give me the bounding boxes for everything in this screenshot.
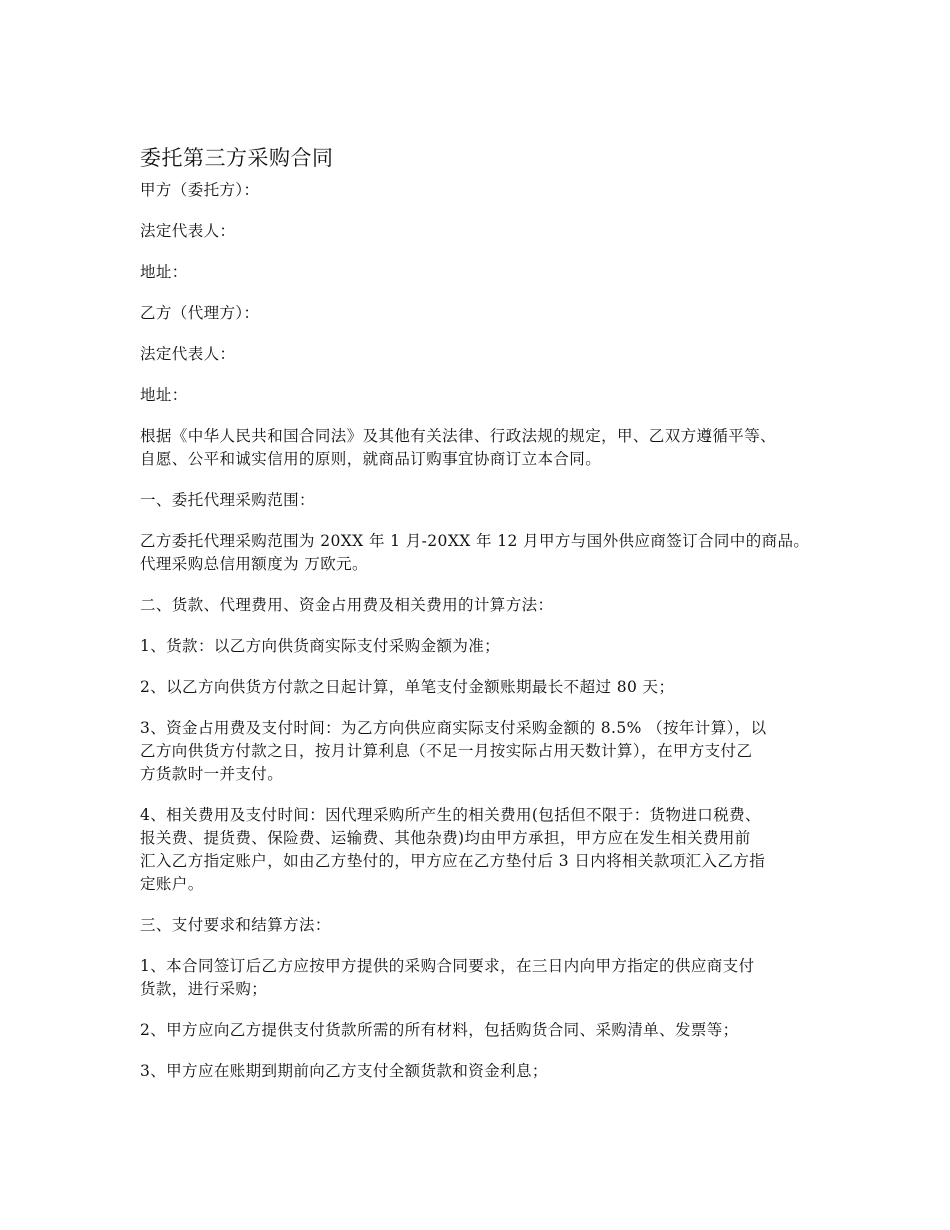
- section2-item-3: [140, 717, 820, 786]
- section2-item-2: 2、以乙方向供货方付款之日起计算，单笔支付金额账期最长不超过 80 天；: [140, 678, 675, 696]
- section2-item-4: [140, 804, 820, 896]
- section2-item-3-line: 乙方向供货方付款之日，按月计算利息（不足一月按实际占用天数计算），在甲方支付乙: [140, 742, 753, 760]
- party-b-label: 乙方（代理方）：: [140, 304, 260, 322]
- section2-item-1: 1、货款：以乙方向供货商实际支付采购金额为准；: [140, 637, 501, 655]
- section2-item-4-line: 定账户。: [140, 875, 204, 893]
- section3-item-3: 3、甲方应在账期到期前向乙方支付全额货款和资金利息；: [140, 1062, 548, 1080]
- section1-heading: 一、委托代理采购范围：: [140, 491, 315, 509]
- section3-heading: 三、支付要求和结算方法：: [140, 916, 331, 934]
- preamble-paragraph: [140, 425, 820, 471]
- preamble-line: 根据《中华人民共和国合同法》及其他有关法律、行政法规的规定，甲、乙双方遵循平等、: [140, 427, 777, 445]
- document-body: [140, 143, 820, 1101]
- section3-item-1-line: 货款，进行采购；: [140, 980, 268, 998]
- party-b-address: 地址：: [140, 386, 188, 404]
- section3-item-1: [140, 955, 820, 1001]
- section2-item-4-line: 汇入乙方指定账户，如由乙方垫付的，甲方应在乙方垫付后 3 日内将相关款项汇入乙方指: [140, 852, 766, 870]
- preamble-line: 自愿、公平和诚实信用的原则，就商品订购事宜协商订立本合同。: [140, 450, 602, 468]
- section1-line: 乙方委托代理采购范围为 20XX 年 1 月-20XX 年 12 月甲方与国外供应商签订合同中的商品。: [140, 532, 810, 550]
- party-a-label: 甲方（委托方）：: [140, 181, 260, 199]
- section2-item-3-line: 3、资金占用费及支付时间：为乙方向供应商实际支付采购金额的 8.5% （按年计算），以: [140, 719, 767, 737]
- section2-item-4-line: 报关费、提货费、保险费、运输费、其他杂费)均由甲方承担，甲方应在发生相关费用前: [140, 829, 751, 847]
- section3-item-2: 2、甲方应向乙方提供支付货款所需的所有材料，包括购货合同、采购清单、发票等；: [140, 1021, 739, 1039]
- section3-item-1-line: 1、本合同签订后乙方应按甲方提供的采购合同要求，在三日内向甲方指定的供应商支付: [140, 957, 755, 975]
- section2-item-3-line: 方货款时一并支付。: [140, 765, 284, 783]
- section1-line: 代理采购总信用额度为 万欧元。: [140, 555, 368, 573]
- section2-heading: 二、货款、代理费用、资金占用费及相关费用的计算方法：: [140, 596, 554, 614]
- contract-title: 委托第三方采购合同: [140, 146, 334, 170]
- party-a-address: 地址：: [140, 263, 188, 281]
- section1-paragraph: [140, 530, 820, 576]
- section2-item-4-line: 4、相关费用及支付时间：因代理采购所产生的相关费用(包括但不限于：货物进口税费、: [140, 806, 761, 824]
- party-a-representative: 法定代表人：: [140, 222, 236, 240]
- party-b-representative: 法定代表人：: [140, 345, 236, 363]
